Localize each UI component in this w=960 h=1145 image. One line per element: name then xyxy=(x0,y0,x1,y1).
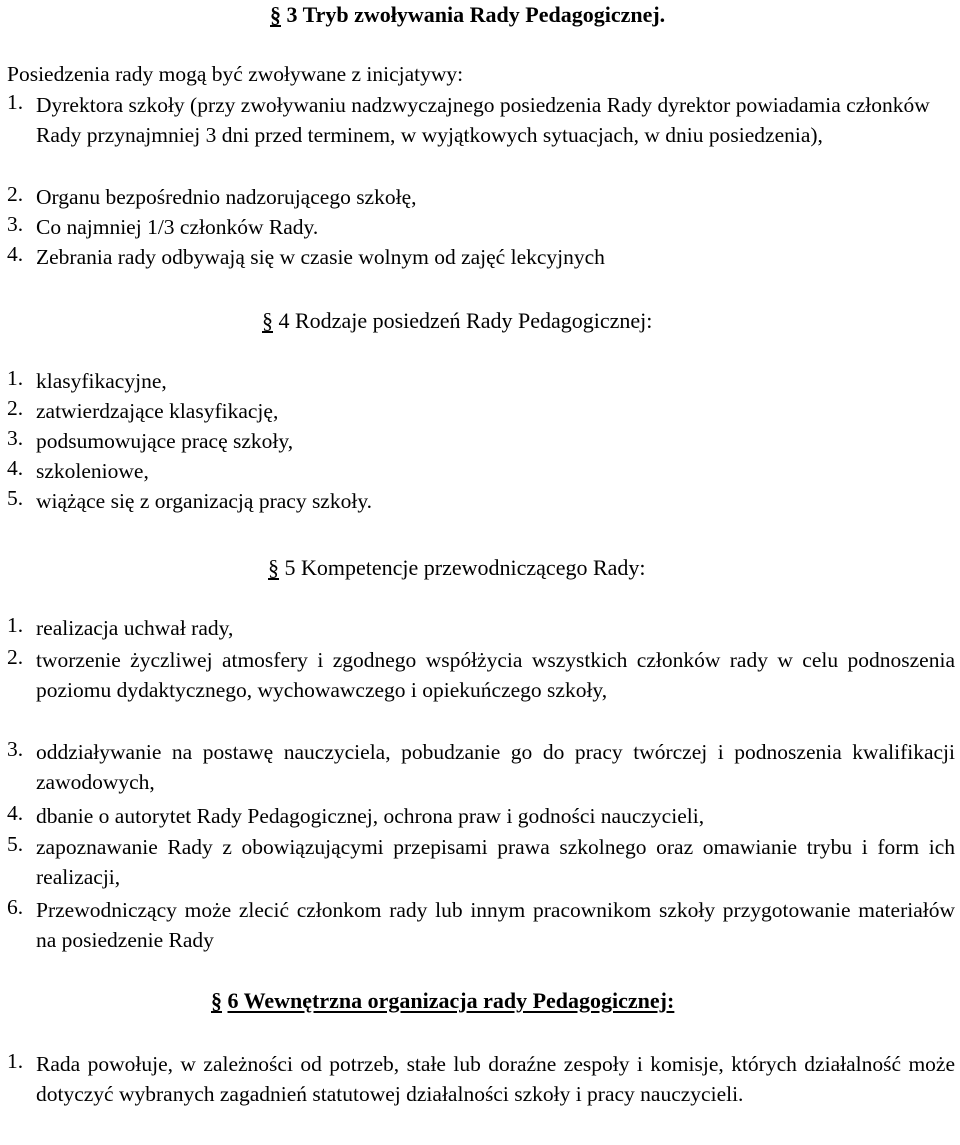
list-number: 2. xyxy=(7,645,24,669)
list-number: 5. xyxy=(7,832,24,856)
list-text: Rada powołuje, w zależności od potrzeb, stałe lub doraźne zespoły i komisje, których działalność może dotyczyć wybranych zagadnień statutowej działalności szkoły i pracy nauczycieli. xyxy=(36,1052,955,1107)
list-text: wiążące się z organizacją pracy szkoły. xyxy=(36,489,373,513)
section-sign: § xyxy=(270,2,281,27)
list-text: tworzenie życzliwej atmosfery i zgodnego współżycia wszystkich członków rady w celu podnoszenia poziomu dydaktycznego, wychowawczego i opiekuńczego szkoły, xyxy=(36,648,955,703)
list-number: 1. xyxy=(7,1049,24,1073)
section-3-intro: Posiedzenia rady mogą być zwoływane z inicjatywy: xyxy=(7,62,464,86)
list-number: 2. xyxy=(7,396,24,420)
list-number: 4. xyxy=(7,456,24,480)
list-text: szkoleniowe, xyxy=(36,459,149,483)
list-text: Co najmniej 1/3 członków Rady. xyxy=(36,215,319,239)
section-sign: § xyxy=(262,308,273,333)
list-number: 1. xyxy=(7,366,24,390)
section-sign: § xyxy=(268,555,279,580)
list-text: podsumowujące pracę szkoły, xyxy=(36,429,294,453)
list-text: realizacja uchwał rady, xyxy=(36,616,234,640)
list-number: 5. xyxy=(7,486,24,510)
section-3-title: 3 Tryb zwoływania Rady Pedagogicznej. xyxy=(286,2,666,27)
list-number: 3. xyxy=(7,737,24,761)
list-number: 4. xyxy=(7,801,24,825)
list-text: Przewodniczący może zlecić członkom rady lub innym pracownikom szkoły przygotowanie materiałów na posiedzenie Rady xyxy=(36,898,955,953)
section-3-heading xyxy=(270,2,665,28)
list-number: 2. xyxy=(7,182,24,206)
section-5-title: 5 Kompetencje przewodniczącego Rady: xyxy=(284,555,646,580)
list-text: oddziaływanie na postawę nauczyciela, pobudzanie go do pracy twórczej i podnoszenia kwalifikacji zawodowych, xyxy=(36,740,955,795)
section-6-heading xyxy=(211,988,674,1014)
list-text: klasyfikacyjne, xyxy=(36,369,167,393)
list-number: 1. xyxy=(7,613,24,637)
list-text: Organu bezpośrednio nadzorującego szkołę, xyxy=(36,185,417,209)
list-text: zatwierdzające klasyfikację, xyxy=(36,399,279,423)
section-6-title: 6 Wewnętrzna organizacja rady Pedagogicznej: xyxy=(227,988,675,1013)
section-5-heading xyxy=(268,555,646,581)
list-number: 4. xyxy=(7,242,24,266)
list-text: Zebrania rady odbywają się w czasie wolnym od zajęć lekcyjnych xyxy=(36,245,605,269)
section-4-heading xyxy=(262,308,652,334)
section-4-title: 4 Rodzaje posiedzeń Rady Pedagogicznej: xyxy=(278,308,653,333)
list-number: 3. xyxy=(7,212,24,236)
list-number: 3. xyxy=(7,426,24,450)
list-text: zapoznawanie Rady z obowiązującymi przepisami prawa szkolnego oraz omawianie trybu i form ich realizacji, xyxy=(36,835,955,890)
list-text: dbanie o autorytet Rady Pedagogicznej, ochrona praw i godności nauczycieli, xyxy=(36,804,705,828)
list-text-content: Dyrektora szkoły (przy zwoływaniu nadzwyczajnego posiedzenia Rady dyrektor powiadamia członków Rady przynajmniej 3 dni przed terminem, w wyjątkowych sytuacjach, w dniu posiedzenia), xyxy=(36,93,930,148)
section-sign: § xyxy=(211,988,222,1013)
list-number: 1. xyxy=(7,90,24,114)
list-text xyxy=(36,90,955,150)
list-number: 6. xyxy=(7,895,24,919)
